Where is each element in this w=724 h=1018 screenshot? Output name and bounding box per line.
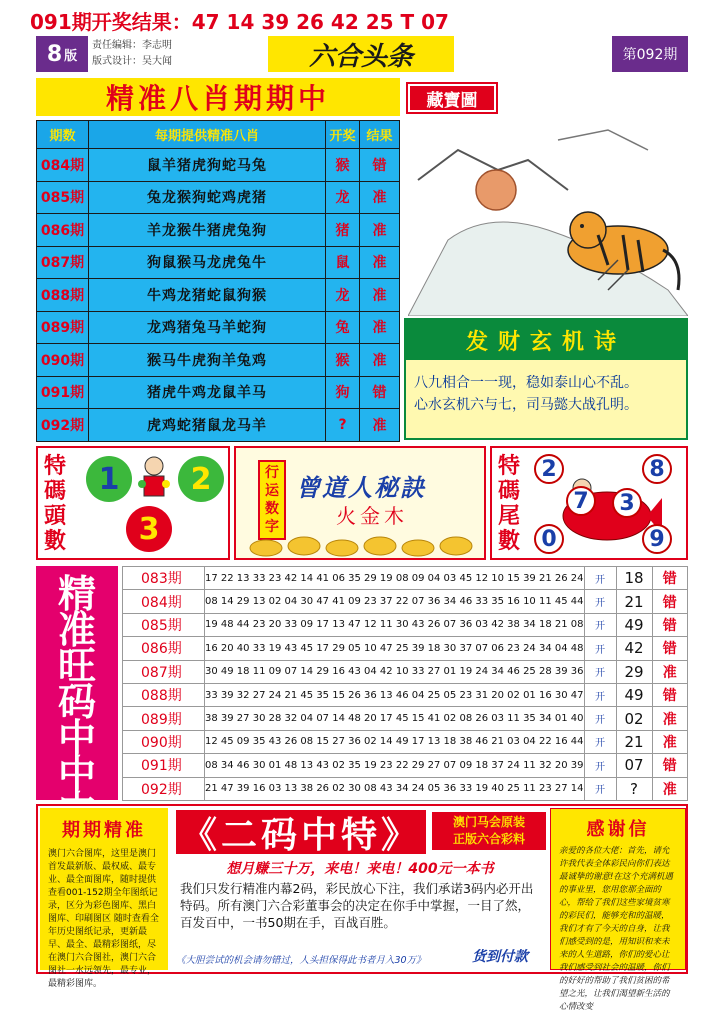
- number-row: [123, 637, 688, 660]
- zodiac-cell-zodiac: 羊龙猴牛猪虎兔狗: [89, 214, 326, 247]
- fortune-label-char: 行: [265, 465, 279, 481]
- number-cell-tm: 42: [616, 637, 652, 660]
- number-cell-kai: 开: [584, 683, 616, 706]
- page-suffix: 版: [64, 48, 78, 64]
- zodiac-cell-result: 错: [360, 149, 400, 182]
- zodiac-cell-result: 准: [360, 246, 400, 279]
- number-cell-numbers: 30 49 18 11 09 07 14 29 16 43 04 42 10 33 27 01 19 24 34 46 25 28 39 36: [205, 660, 585, 683]
- number-row: [123, 567, 688, 590]
- zodiac-row: [37, 344, 400, 377]
- zodiac-cell-open: 龙: [326, 181, 360, 214]
- number-cell-kai: 开: [584, 613, 616, 636]
- number-row: [123, 660, 688, 683]
- wang-label-char: 码: [57, 679, 96, 724]
- number-row: [123, 777, 688, 800]
- number-cell-result: 准: [652, 660, 687, 683]
- zodiac-cell-result: 准: [360, 279, 400, 312]
- zodiac-cell-period: 085期: [37, 181, 89, 214]
- thanks-title: 感谢信: [586, 819, 650, 840]
- wang-label-char: 中: [57, 751, 96, 796]
- zodiac-cell-result: 准: [360, 311, 400, 344]
- zodiac-cell-open: ?: [326, 409, 360, 442]
- zodiac-cell-result: 错: [360, 376, 400, 409]
- erma-side: [432, 812, 546, 850]
- zodiac-cell-zodiac: 猪虎牛鸡龙鼠羊马: [89, 376, 326, 409]
- number-cell-kai: 开: [584, 637, 616, 660]
- tail-number-box: [490, 446, 688, 560]
- thanks-text: 亲爱的各位大佬：首先，请允许我代表全体彩民向你们表达最诚挚的谢意!在这个充满机遇的事业里，您用您那全面的心，帮给了我们这些家境贫寒的彩民们，能够充和的温暖，我们才有了今天的自身，让我们感受到的是，用知识和来未来的人生道路，你们的爱心让我们感受到社会的温暖，你们的好好的帮助了我们贫困的希望之光，让我们渴望新生活的心情改变: [559, 846, 673, 1012]
- number-row: [123, 754, 688, 777]
- zodiac-row: [37, 214, 400, 247]
- zodiac-cell-open: 狗: [326, 376, 360, 409]
- number-cell-result: 错: [652, 590, 687, 613]
- number-cell-numbers: 08 34 46 30 01 48 13 43 02 35 19 23 22 29 27 07 09 18 37 24 11 32 20 39: [205, 754, 585, 777]
- wang-label-char: 中: [57, 715, 96, 760]
- head-label-char: 頭: [43, 503, 66, 529]
- tail-label-char: 數: [497, 528, 520, 554]
- number-cell-kai: 开: [584, 754, 616, 777]
- bottom-section: [36, 804, 688, 1012]
- tiger-mountain-illustration: [408, 120, 688, 316]
- gold-ingots-icon: [246, 532, 476, 558]
- child-figure-icon: [134, 454, 174, 502]
- number-cell-kai: 开: [584, 660, 616, 683]
- header-result: 结果: [360, 121, 400, 149]
- tail-label-char: 尾: [497, 503, 520, 529]
- number-cell-numbers: 21 47 39 16 03 13 38 26 02 30 08 43 34 24 05 36 33 19 40 25 11 23 27 14: [205, 777, 585, 800]
- zodiac-cell-period: 084期: [37, 149, 89, 182]
- number-cell-result: 准: [652, 707, 687, 730]
- editor-label: 责任编辑：李志明: [92, 40, 172, 51]
- head-ball: 2: [178, 456, 224, 502]
- fortune-label-char: 字: [265, 519, 279, 535]
- number-cell-numbers: 38 39 27 30 28 32 04 07 14 48 20 17 45 15 41 02 08 26 03 11 35 34 01 40: [205, 707, 585, 730]
- zodiac-table: [36, 120, 400, 442]
- number-cell-tm: 49: [616, 683, 652, 706]
- number-cell-result: 错: [652, 613, 687, 636]
- left-card-title: 期期精准: [62, 820, 146, 841]
- head-ball: 3: [126, 506, 172, 552]
- number-cell-result: 错: [652, 754, 687, 777]
- erma-title: 《二码中特》: [176, 810, 426, 854]
- poem-title: 发财玄机诗: [406, 320, 686, 360]
- number-cell-result: 准: [652, 777, 687, 800]
- tail-ball: 3: [612, 488, 642, 518]
- page-number-badge: [36, 36, 88, 72]
- number-cell-period: 088期: [123, 683, 205, 706]
- number-cell-tm: 49: [616, 613, 652, 636]
- number-cell-period: 087期: [123, 660, 205, 683]
- wang-label-char: 精: [57, 571, 96, 616]
- head-label: [42, 454, 68, 554]
- number-cell-tm: 29: [616, 660, 652, 683]
- number-cell-result: 错: [652, 567, 687, 590]
- erma-card: [172, 808, 546, 970]
- zodiac-cell-period: 091期: [37, 376, 89, 409]
- zodiac-table-header: [37, 121, 400, 149]
- fortune-text: 火金木: [336, 504, 408, 528]
- number-cell-kai: 开: [584, 707, 616, 730]
- zodiac-row: [37, 279, 400, 312]
- designer-label: 版式设计：吴大闻: [92, 56, 172, 67]
- number-cell-period: 085期: [123, 613, 205, 636]
- issue-badge: 第092期: [612, 36, 688, 72]
- number-cell-tm: 18: [616, 567, 652, 590]
- zodiac-cell-period: 089期: [37, 311, 89, 344]
- number-cell-numbers: 33 39 32 27 24 21 45 35 15 26 36 13 46 04 25 05 23 31 20 02 01 16 30 47: [205, 683, 585, 706]
- head-label-char: 特: [43, 453, 66, 479]
- thanks-card: [550, 808, 686, 1012]
- tail-label-char: 碼: [497, 478, 520, 504]
- number-row: [123, 590, 688, 613]
- number-cell-period: 086期: [123, 637, 205, 660]
- number-cell-period: 089期: [123, 707, 205, 730]
- paper-title: 六合头条: [268, 36, 454, 72]
- number-cell-kai: 开: [584, 730, 616, 753]
- number-cell-period: 090期: [123, 730, 205, 753]
- zodiac-cell-zodiac: 鼠羊猪虎狗蛇马兔: [89, 149, 326, 182]
- erma-body: 我们只发行精准内幕2码，彩民放心下注，我们承诺3码内必开出特码。所有澳门六合彩董事会的决定在你手中掌握，一目了然，百发百中，一书50期在手，百战百胜。: [180, 881, 534, 930]
- number-row: [123, 707, 688, 730]
- zodiac-row: [37, 311, 400, 344]
- header-open: 开奖: [326, 121, 360, 149]
- number-row: [123, 613, 688, 636]
- zodiac-cell-result: 准: [360, 409, 400, 442]
- head-ball: 1: [86, 456, 132, 502]
- number-table: [122, 566, 688, 801]
- erma-pay-label: 货到付款: [472, 949, 528, 965]
- tail-label: [496, 454, 522, 554]
- zodiac-cell-open: 兔: [326, 311, 360, 344]
- fortune-box: [234, 446, 486, 560]
- number-cell-numbers: 12 45 09 35 43 26 08 15 27 36 02 14 49 17 13 18 38 46 21 03 04 22 16 44: [205, 730, 585, 753]
- page-number: 8: [46, 41, 63, 67]
- tail-ball: 9: [642, 524, 672, 554]
- zodiac-cell-open: 猴: [326, 344, 360, 377]
- zodiac-cell-open: 猪: [326, 214, 360, 247]
- number-cell-kai: 开: [584, 567, 616, 590]
- header-zodiac: 每期提供精准八肖: [89, 121, 326, 149]
- zodiac-cell-open: 鼠: [326, 246, 360, 279]
- left-card: [40, 808, 168, 989]
- number-cell-tm: ?: [616, 777, 652, 800]
- erma-side-line: 正版六合彩料: [452, 832, 525, 846]
- number-cell-period: 083期: [123, 567, 205, 590]
- number-cell-tm: 21: [616, 590, 652, 613]
- tail-ball: 2: [534, 454, 564, 484]
- zodiac-cell-result: 准: [360, 214, 400, 247]
- zodiac-cell-open: 龙: [326, 279, 360, 312]
- wang-label-char: 旺: [57, 643, 96, 688]
- zodiac-row: [37, 181, 400, 214]
- editor-credits: [92, 38, 262, 70]
- zodiac-cell-period: 088期: [37, 279, 89, 312]
- number-cell-numbers: 19 48 44 23 20 33 09 17 13 47 12 11 30 43 26 07 36 03 42 38 34 18 21 08: [205, 613, 585, 636]
- zodiac-row: [37, 149, 400, 182]
- wang-label-char: 准: [57, 607, 96, 652]
- fortune-label-char: 数: [265, 501, 279, 517]
- header-period: 期数: [37, 121, 89, 149]
- wang-vertical-label: [36, 566, 118, 800]
- main-title: 精准八肖期期中: [36, 78, 400, 116]
- poem-line: 心水玄机六与七，司马懿大战孔明。: [414, 397, 638, 413]
- number-cell-result: 错: [652, 637, 687, 660]
- zodiac-cell-period: 092期: [37, 409, 89, 442]
- number-cell-period: 084期: [123, 590, 205, 613]
- zodiac-cell-zodiac: 牛鸡龙猪蛇鼠狗猴: [89, 279, 326, 312]
- treasure-badge: 藏寶圖: [408, 84, 496, 112]
- erma-footnote: 《大胆尝试的机会请勿错过，人头担保得此书者月入30万》: [176, 955, 426, 966]
- number-cell-kai: 开: [584, 777, 616, 800]
- zodiac-row: [37, 246, 400, 279]
- number-row: [123, 683, 688, 706]
- zodiac-cell-zodiac: 狗鼠猴马龙虎兔牛: [89, 246, 326, 279]
- zodiac-row: [37, 409, 400, 442]
- erma-side-line: 澳门马会原装: [452, 815, 525, 829]
- tail-ball: 7: [566, 486, 596, 516]
- left-card-text: 澳门六合图库，这里是澳门首发最新版、最权威、最专业、最全面图库，随时提供查看001-152期全年图纸记录，区分为彩色图库、黑白图库、印刷图区 随时查看全年历史图纸记录，更新最早、最全、最精彩图纸，尽在澳门六合图社，澳门六合图社一水远领先，最专业，最精彩图库。: [48, 849, 159, 989]
- fortune-label-char: 运: [265, 483, 279, 499]
- tail-label-char: 特: [497, 453, 520, 479]
- number-cell-numbers: 16 20 40 33 19 43 45 17 29 05 10 47 25 39 18 30 37 07 06 23 24 34 04 48: [205, 637, 585, 660]
- poem-line: 八九相合一一现，稳如泰山心不乱。: [414, 375, 638, 391]
- number-cell-result: 错: [652, 683, 687, 706]
- number-cell-period: 091期: [123, 754, 205, 777]
- number-cell-numbers: 17 22 13 33 23 42 14 41 06 35 29 19 08 09 04 03 45 12 10 15 39 21 26 24: [205, 567, 585, 590]
- head-number-box: [36, 446, 230, 560]
- zodiac-cell-result: 准: [360, 344, 400, 377]
- number-cell-numbers: 08 14 29 13 02 04 30 47 41 09 23 37 22 07 36 34 46 33 35 16 10 11 45 44: [205, 590, 585, 613]
- zodiac-cell-zodiac: 龙鸡猪兔马羊蛇狗: [89, 311, 326, 344]
- zodiac-cell-period: 086期: [37, 214, 89, 247]
- zodiac-cell-zodiac: 虎鸡蛇猪鼠龙马羊: [89, 409, 326, 442]
- zodiac-cell-period: 087期: [37, 246, 89, 279]
- tail-ball: 8: [642, 454, 672, 484]
- number-row: [123, 730, 688, 753]
- zodiac-row: [37, 376, 400, 409]
- head-label-char: 碼: [43, 478, 66, 504]
- lottery-result-line: 091期开奖结果：47 14 39 26 42 25 T 07: [30, 10, 449, 34]
- number-cell-result: 准: [652, 730, 687, 753]
- number-cell-tm: 02: [616, 707, 652, 730]
- fortune-title: 曾道人秘訣: [296, 473, 426, 502]
- tail-ball: 0: [534, 524, 564, 554]
- number-cell-tm: 21: [616, 730, 652, 753]
- zodiac-cell-zodiac: 猴马牛虎狗羊兔鸡: [89, 344, 326, 377]
- poem-box: [404, 318, 688, 440]
- zodiac-cell-result: 准: [360, 181, 400, 214]
- zodiac-cell-period: 090期: [37, 344, 89, 377]
- head-label-char: 數: [43, 528, 66, 554]
- number-cell-period: 092期: [123, 777, 205, 800]
- zodiac-cell-zodiac: 兔龙猴狗蛇鸡虎猪: [89, 181, 326, 214]
- number-cell-tm: 07: [616, 754, 652, 777]
- erma-slogan: 想月赚三十万，来电！来电！400元一本书: [226, 861, 494, 877]
- fortune-label: [258, 460, 286, 540]
- number-cell-kai: 开: [584, 590, 616, 613]
- zodiac-cell-open: 猴: [326, 149, 360, 182]
